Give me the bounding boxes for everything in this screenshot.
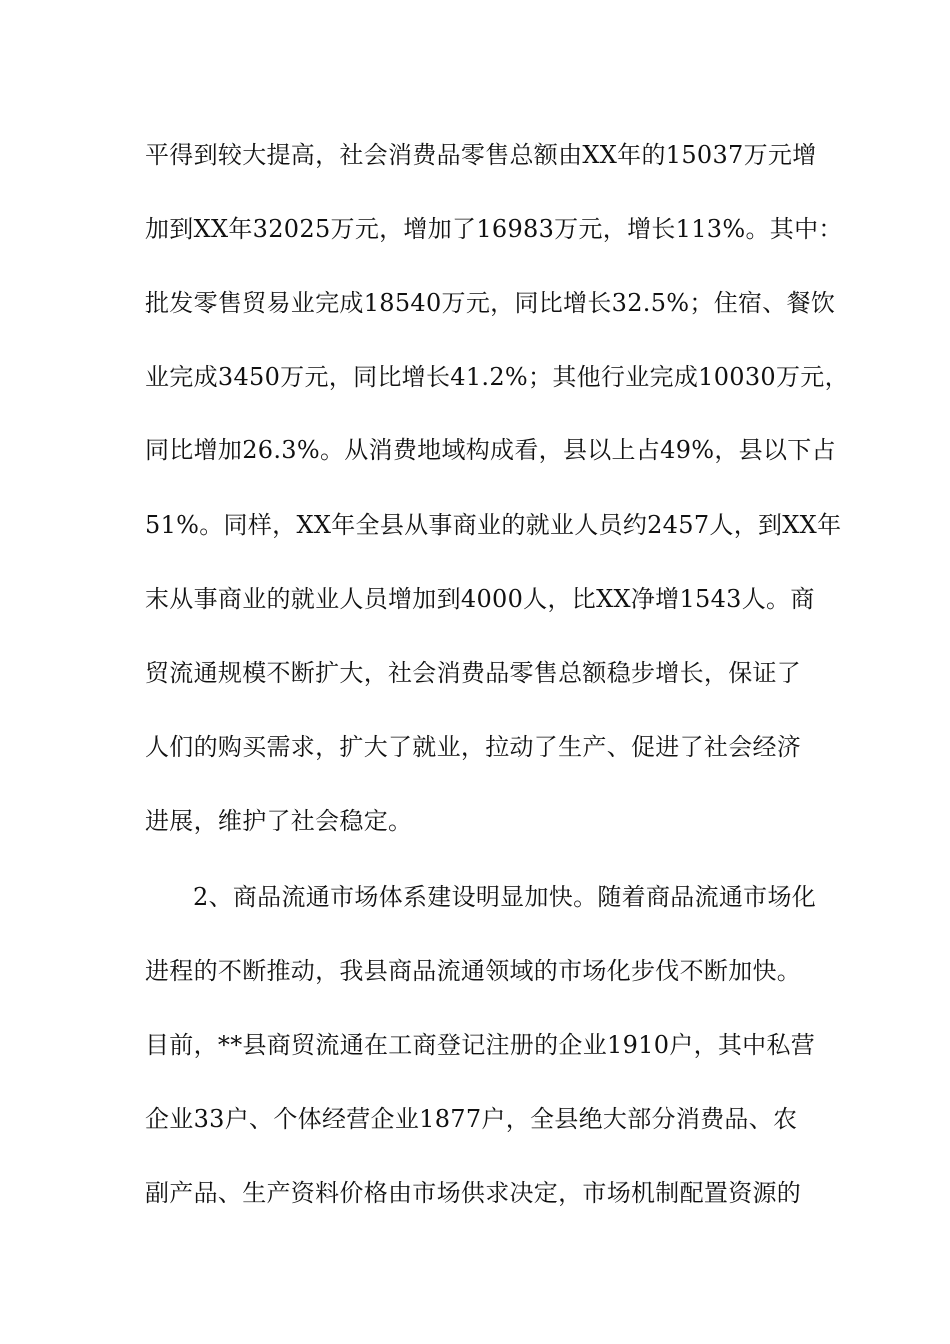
text-line-5: 同比增加26.3%。从消费地域构成看，县以上占49%，县以下占 [145, 436, 836, 464]
text-line-15: 副产品、生产资料价格由市场供求决定，市场机制配置资源的 [145, 1179, 802, 1207]
text-line-14: 企业33户、个体经营企业1877户，全县绝大部分消费品、农 [145, 1105, 798, 1133]
text-line-4: 业完成3450万元，同比增长41.2%；其他行业完成10030万元， [145, 363, 849, 391]
text-line-12: 进程的不断推动，我县商品流通领域的市场化步伐不断加快。 [145, 957, 802, 985]
paragraph-2-first-line: 2、商品流通市场体系建设明显加快。随着商品流通市场化 [193, 883, 817, 911]
text-line-2: 加到XX年32025万元，增加了16983万元，增长113%。其中： [145, 215, 843, 243]
text-line-1: 平得到较大提高，社会消费品零售总额由XX年的15037万元增 [145, 141, 817, 169]
text-line-6: 51%。同样，XX年全县从事商业的就业人员约2457人，到XX年 [145, 511, 842, 539]
text-line-9: 人们的购买需求，扩大了就业，拉动了生产、促进了社会经济 [145, 733, 802, 761]
text-line-3: 批发零售贸易业完成18540万元，同比增长32.5%；住宿、餐饮 [145, 289, 836, 317]
text-line-7: 末从事商业的就业人员增加到4000人，比XX净增1543人。商 [145, 585, 815, 613]
text-line-8: 贸流通规模不断扩大，社会消费品零售总额稳步增长，保证了 [145, 659, 802, 687]
text-line-10: 进展，维护了社会稳定。 [145, 807, 413, 835]
text-line-13: 目前，**县商贸流通在工商登记注册的企业1910户，其中私营 [145, 1031, 816, 1059]
